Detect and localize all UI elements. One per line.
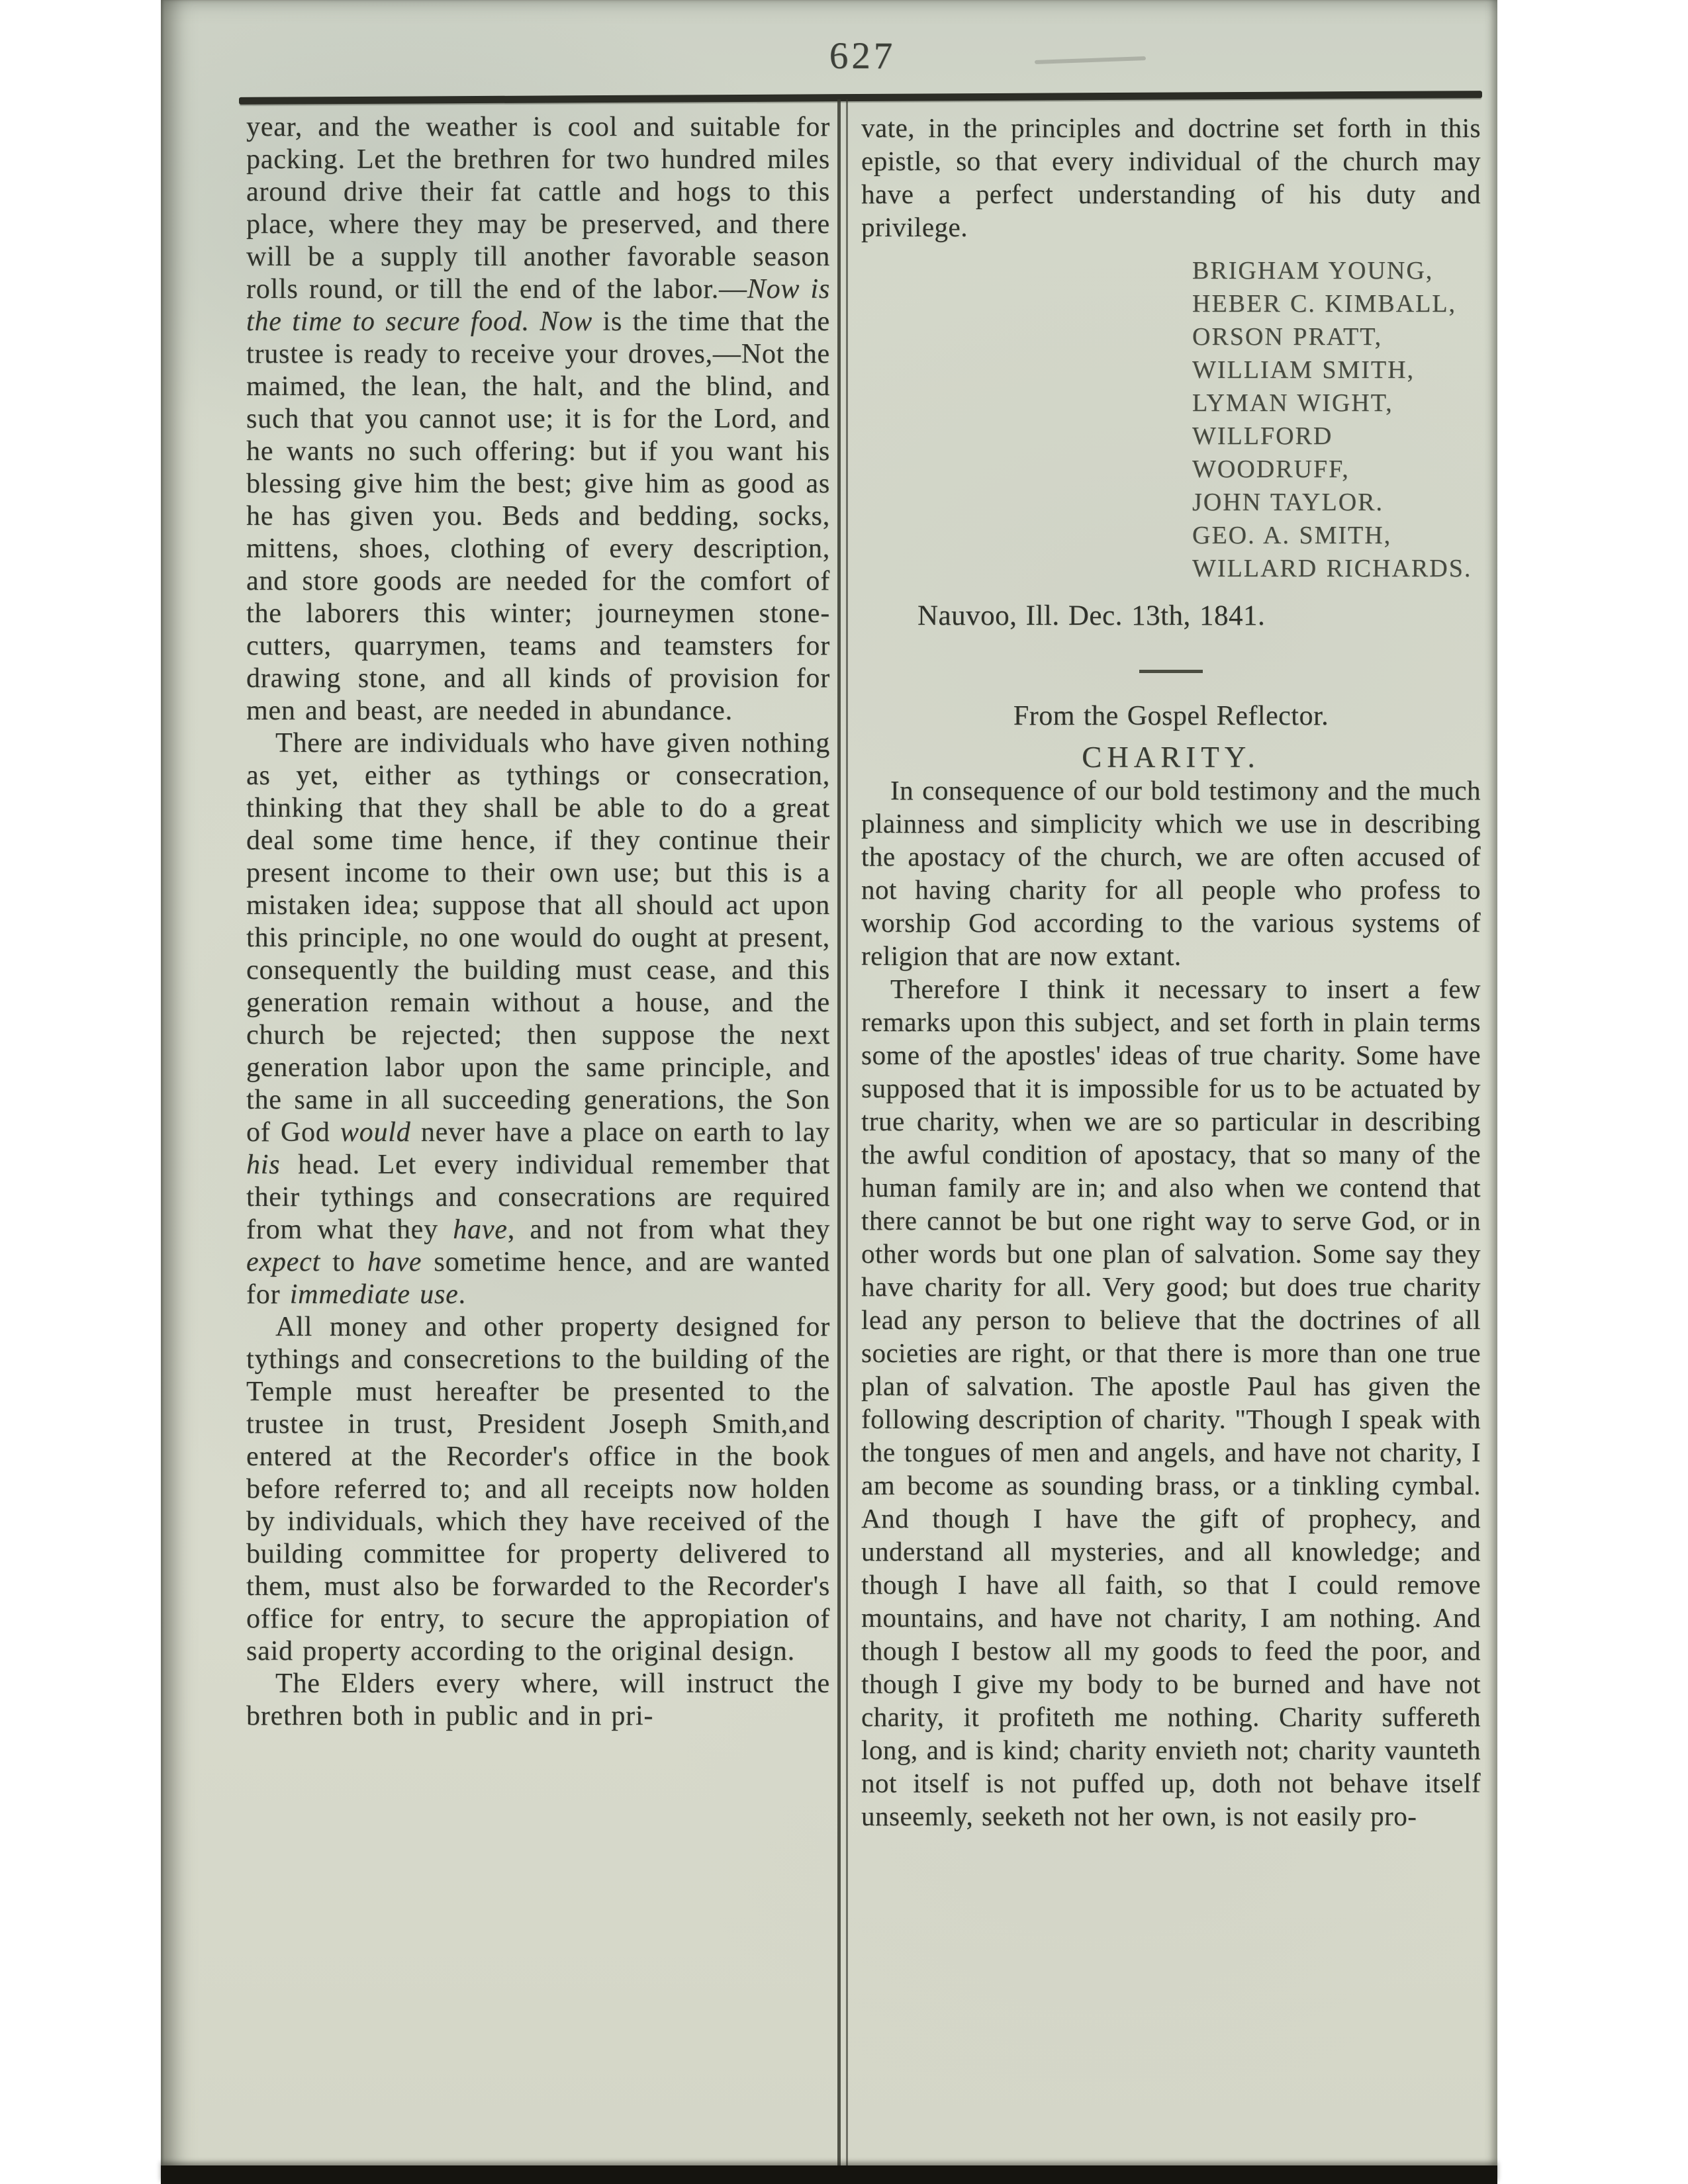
page-scan [161, 0, 1497, 2184]
signature-line: WILLIAM SMITH, [1192, 356, 1415, 384]
page-number: 627 [829, 35, 896, 77]
paragraph: Therefore I think it necessary to insert a few remarks upon this subject, and set forth in plain terms some of the apostles' ideas of true charity. Some have supposed that it is impossible for us to be actuated by true charity, when we are so particular in describing the awful condition of apostacy, that so many of the human family are in; and also when we contend that there cannot be but one right way to serve God, or in other words but one plan of salvation. Some say they have charity for all. Very good; but does true charity lead any person to believe that the doctrines of all societies are right, or that there is more than one true plan of salvation. The apostle Paul has given the following description of charity. "Though I speak with the tongues of men and angels, and have not charity, I am become as sounding brass, or a tinkling cymbal. And though I have the gift of prophecy, and understand all mysteries, and all knowledge; and though I have all faith, so that I could remove mountains, and have not charity, I am nothing. And though I bestow all my goods to feed the poor, and though I give my body to be burned and have not charity, it profiteth me nothing. Charity suffereth long, and is kind; charity envieth not; charity vaunteth not itself is not puffed up, doth not behave itself unseemly, seeketh not her own, is not easily pro- [861, 974, 1481, 1831]
text-segment: is the time that the trustee is ready to receive your droves,—Not the maimed, the lean, the halt, and the blind, and such that you cannot use; it is for the Lord, and he wants no such offering: but if you want his blessing give him the best; give him as good as he has given you. Beds and bedding, socks, mittens, shoes, clothing of every description, and store goods are needed for the comfort of the laborers this winter; journeymen stone-cutters, quarrymen, teams and teamsters for drawing stone, and all kinds of provision for men and beast, are needed in abundance. [246, 306, 830, 726]
text-segment: . [458, 1279, 466, 1310]
signature-line: LYMAN WIGHT, [1192, 389, 1393, 417]
text-segment: There are individuals who have given nothing as yet, either as tythings or consecration, thinking that they shall be able to do a great deal some time hence, if they continue their present income to their own use; but this is a mistaken idea; suppose that all should act upon this principle, no one would do ought at present, consequently the building must cease, and this generation remain without a house, and the church be rejected; then suppose the next generation labor upon the same principle, and the same in all succeeding generations, the Son of God [246, 728, 830, 1148]
paragraph [246, 111, 830, 727]
left-column [246, 111, 830, 2164]
signature-line: BRIGHAM YOUNG, [1192, 257, 1434, 285]
text-segment: sometime hence, and are wanted for [246, 1247, 830, 1310]
text-segment-italic: his [246, 1150, 281, 1180]
dateline: Nauvoo, Ill. Dec. 13th, 1841. [917, 600, 1266, 631]
paragraph: All money and other property designed for tythings and consecretions to the building of the Temple must hereafter be presented to the trustee in trust, President Joseph Smith,and entered at the Recorder's office in the book before referred to; and all receipts now holden by individuals, which they have received of the building committee for property delivered to them, must also be forwarded to the Recorder's office for entry, to secure the appropiation of said property according to the original design. [246, 1312, 830, 1666]
text-segment-italic: would [340, 1117, 411, 1148]
text-segment-italic: have [453, 1214, 508, 1245]
signature-line: JOHN TAYLOR. [1192, 488, 1383, 516]
signature-block [1192, 254, 1481, 585]
text-segment: to [320, 1247, 367, 1277]
paragraph: In consequence of our bold testimony and the much plainness and simplicity which we use in describing the apostacy of the church, we are often accused of not having charity for all people who profess to worship God according to the various systems of religion that are now extant. [861, 775, 1481, 971]
text-segment-italic: immediate use [289, 1279, 459, 1310]
right-column [861, 111, 1481, 2164]
text-segment: head. Let every individual remember that their tythings and consecrations are required from what they [246, 1150, 830, 1245]
column-divider [837, 99, 848, 2165]
text-segment: never have a place on earth to lay [410, 1117, 830, 1148]
paragraph [246, 727, 830, 1311]
signature-line: WILLARD RICHARDS. [1192, 555, 1472, 582]
text-segment: , and not from what they [507, 1214, 830, 1245]
paragraph: vate, in the principles and doctrine set forth in this epistle, so that every individual of the church may have a perfect understanding of his duty and privilege. [861, 113, 1481, 242]
source-line: From the Gospel Reflector. [1013, 701, 1329, 731]
article-title: CHARITY. [1082, 741, 1260, 774]
signature-line: GEO. A. SMITH, [1192, 522, 1392, 549]
text-segment-italic: Now is the time to secure food. Now [246, 274, 830, 337]
ink-smudge [1035, 56, 1146, 64]
text-segment-italic: have [367, 1247, 422, 1277]
top-rule [239, 91, 1482, 105]
text-segment-italic: expect [246, 1247, 321, 1277]
signature-line: WILLFORD WOODRUFF, [1192, 422, 1350, 483]
text-segment: year, and the weather is cool and suitable for packing. Let the brethren for two hundred miles around drive their fat cattle and hogs to this place, where they may be preserved, and there will be a supply till another favorable season rolls round, or till the end of the labor.— [246, 112, 830, 304]
signature-line: HEBER C. KIMBALL, [1192, 290, 1456, 318]
page-bottom-edge [161, 2165, 1497, 2184]
paragraph: The Elders every where, will instruct the brethren both in public and in pri- [246, 1668, 830, 1731]
signature-line: ORSON PRATT, [1192, 323, 1383, 351]
section-divider-rule [1139, 670, 1203, 673]
